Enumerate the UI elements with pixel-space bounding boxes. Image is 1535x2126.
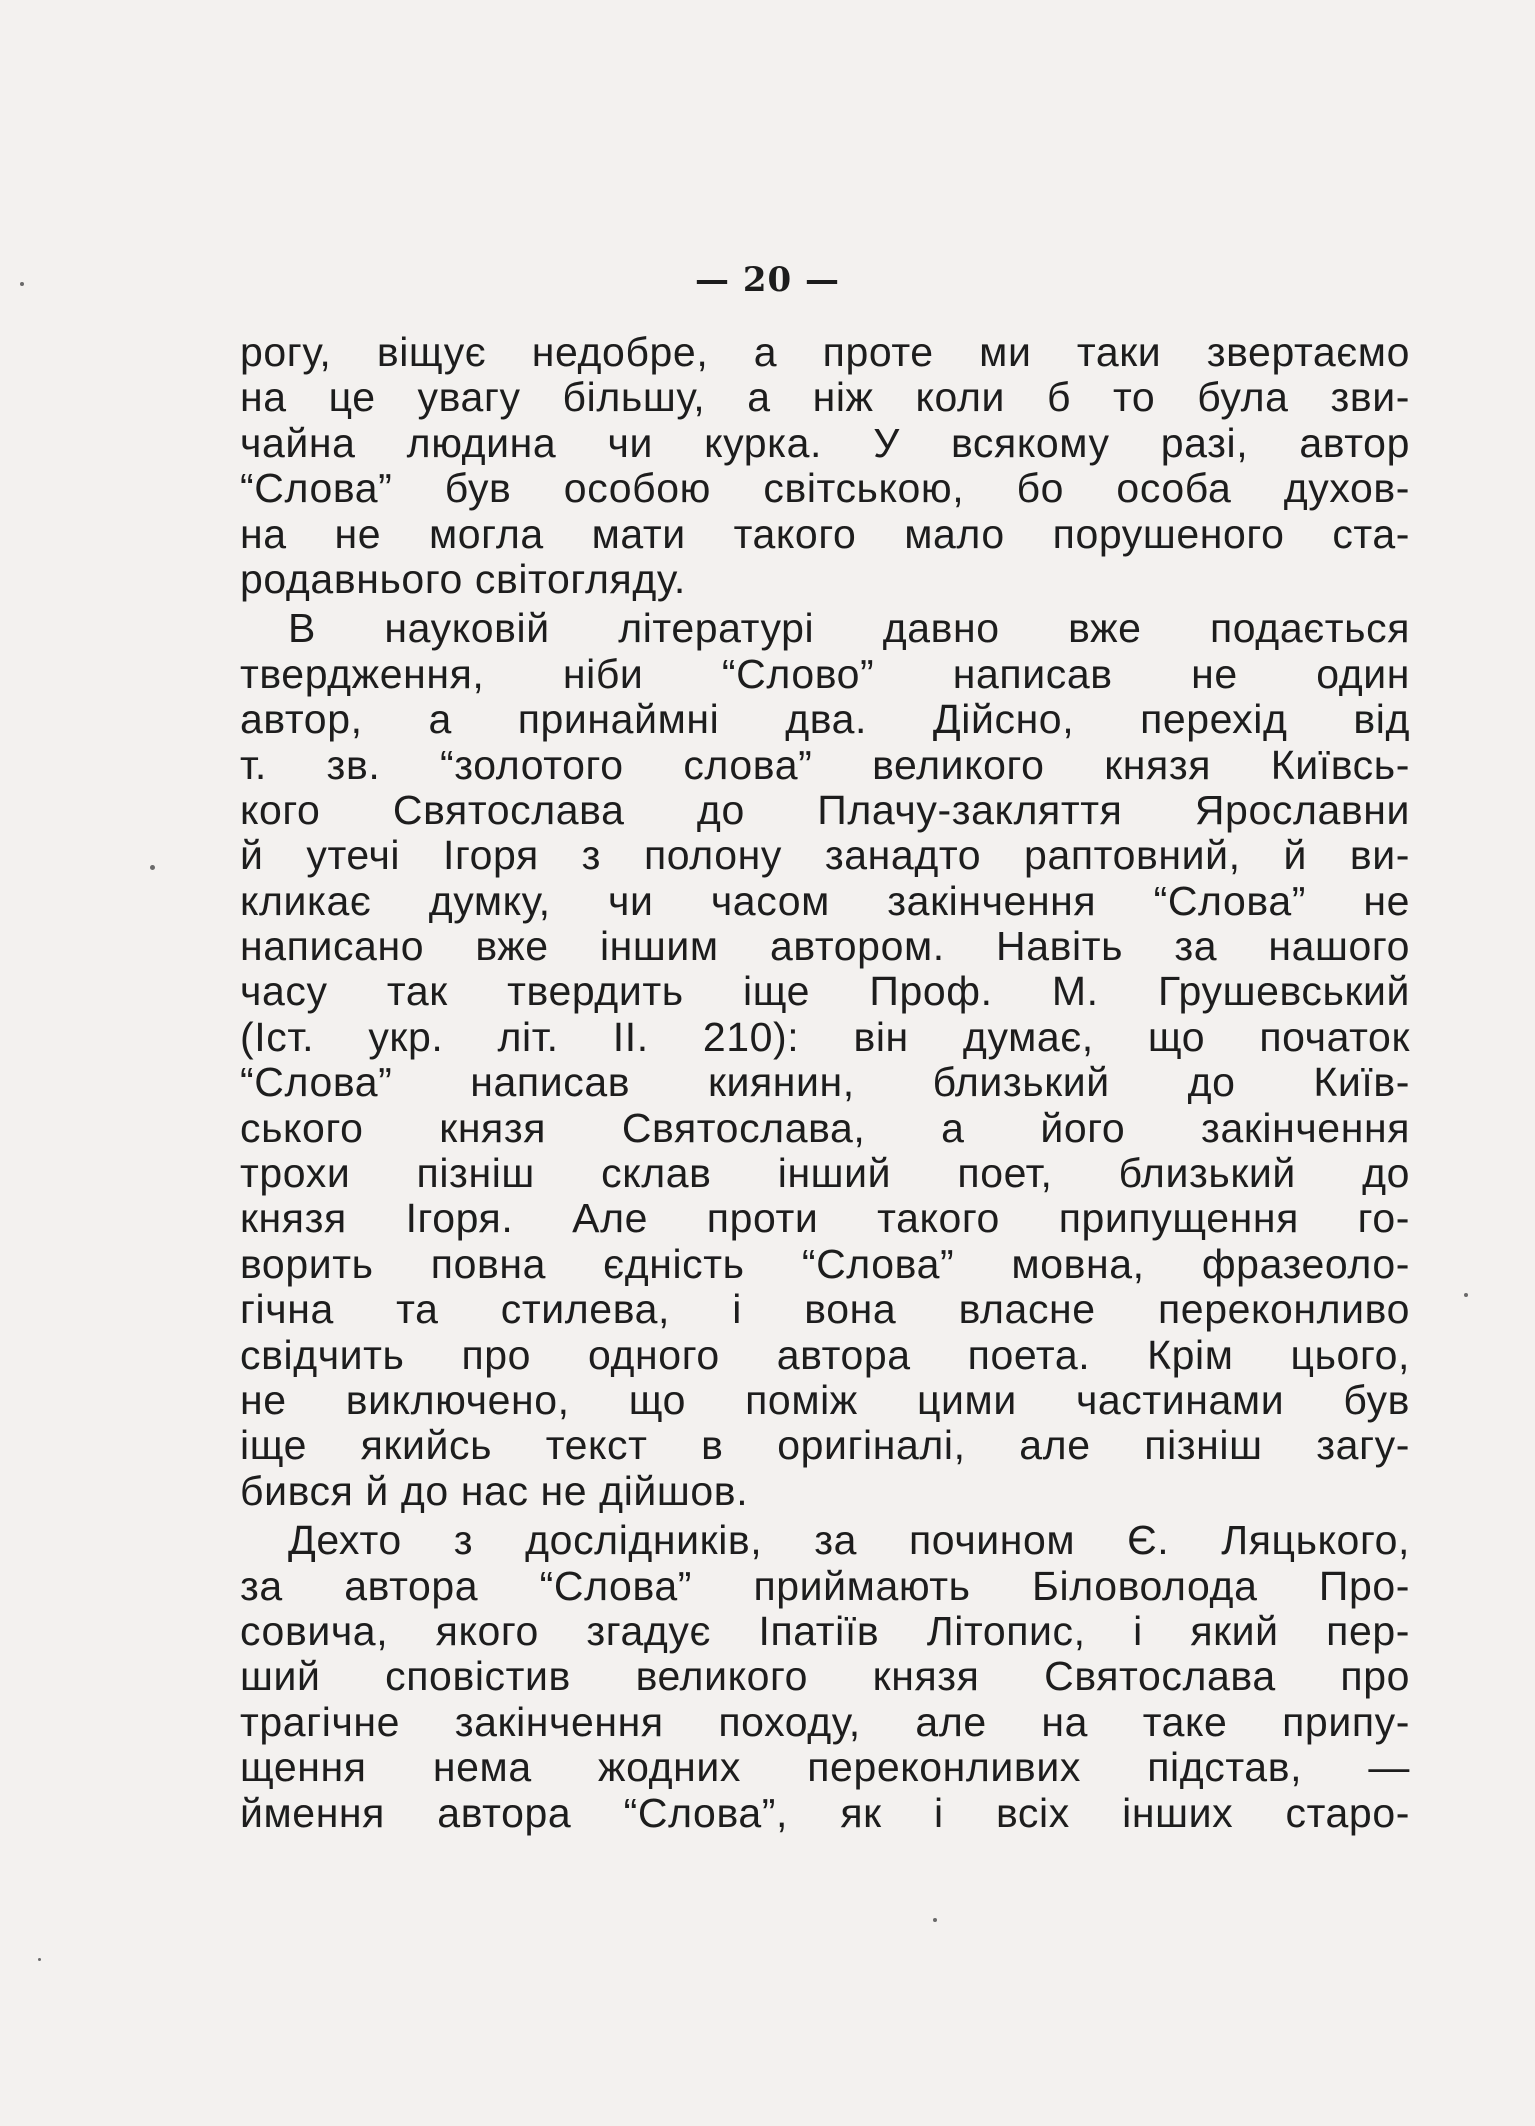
- text-line: совича, якого згадує Іпатіїв Літопис, і який пер-: [240, 1607, 1410, 1654]
- text-line: написано вже іншим автором. Навіть за нашого: [240, 923, 1410, 970]
- text-line: ший сповістив великого князя Святослава про: [240, 1653, 1410, 1700]
- text-line: ського князя Святослава, а його закінчення: [240, 1104, 1410, 1151]
- text-line: на це увагу більшу, а ніж коли б то була зви-: [240, 374, 1410, 421]
- text-line: часу так твердить іще Проф. М. Грушевський: [240, 968, 1410, 1015]
- text-line: (Іст. укр. літ. II. 210): він думає, що початок: [240, 1013, 1410, 1060]
- text-line: іще якийсь текст в оригіналі, але пізніш загу-: [240, 1422, 1410, 1469]
- text-line: за автора “Слова” приймають Біловолода Про-: [240, 1562, 1410, 1609]
- paper-speck: [933, 1918, 937, 1922]
- page-number: — 20 —: [695, 260, 840, 300]
- text-line: твердження, ніби “Слово” написав не один: [240, 650, 1410, 697]
- text-line: трагічне закінчення походу, але на таке припу-: [240, 1698, 1410, 1745]
- text-line: чайна людина чи курка. У всякому разі, автор: [240, 419, 1410, 466]
- text-line: свідчить про одного автора поета. Крім цього,: [240, 1331, 1410, 1378]
- text-line: гічна та стилева, і вона власне переконливо: [240, 1286, 1410, 1333]
- text-line: кого Святослава до Плачу-закляття Ярославни: [240, 786, 1410, 833]
- paragraph-3: [240, 1518, 1410, 1836]
- text-line: щення нема жодних переконливих підстав, —: [240, 1744, 1410, 1791]
- text-line: князя Ігоря. Але проти такого припущення го-: [240, 1195, 1410, 1242]
- text-line: не виключено, що поміж цими частинами був: [240, 1376, 1410, 1423]
- paper-speck: [20, 282, 24, 286]
- body-text: [240, 330, 1410, 1836]
- text-line: т. зв. “золотого слова” великого князя Київсь-: [240, 741, 1410, 788]
- text-line: В науковій літературі давно вже подається: [288, 605, 1410, 652]
- text-line: на не могла мати такого мало порушеного ста-: [240, 510, 1410, 557]
- paper-speck: [38, 1958, 41, 1961]
- text-line: ймення автора “Слова”, як і всіх інших старо-: [240, 1789, 1410, 1836]
- paper-speck: [150, 865, 155, 870]
- text-line: трохи пізніш склав інший поет, близький до: [240, 1150, 1410, 1197]
- text-line: Дехто з дослідників, за почином Є. Ляцького,: [288, 1517, 1410, 1564]
- text-line: й утечі Ігоря з полону занадто раптовний, й ви-: [240, 832, 1410, 879]
- text-line: автор, а принаймні два. Дійсно, перехід від: [240, 696, 1410, 743]
- paragraph-2: [240, 606, 1410, 1514]
- paragraph-1: [240, 330, 1410, 602]
- text-line: родавнього світогляду.: [240, 555, 686, 602]
- text-line: “Слова” був особою світською, бо особа духов-: [240, 465, 1410, 512]
- paper-speck: [1464, 1293, 1468, 1297]
- text-line: кликає думку, чи часом закінчення “Слова” не: [240, 877, 1410, 924]
- text-line: ворить повна єдність “Слова” мовна, фразеоло-: [240, 1240, 1410, 1287]
- text-line: бився й до нас не дійшов.: [240, 1467, 749, 1514]
- text-line: “Слова” написав киянин, близький до Київ-: [240, 1059, 1410, 1106]
- text-line: рогу, віщує недобре, а проте ми таки звертаємо: [240, 329, 1410, 375]
